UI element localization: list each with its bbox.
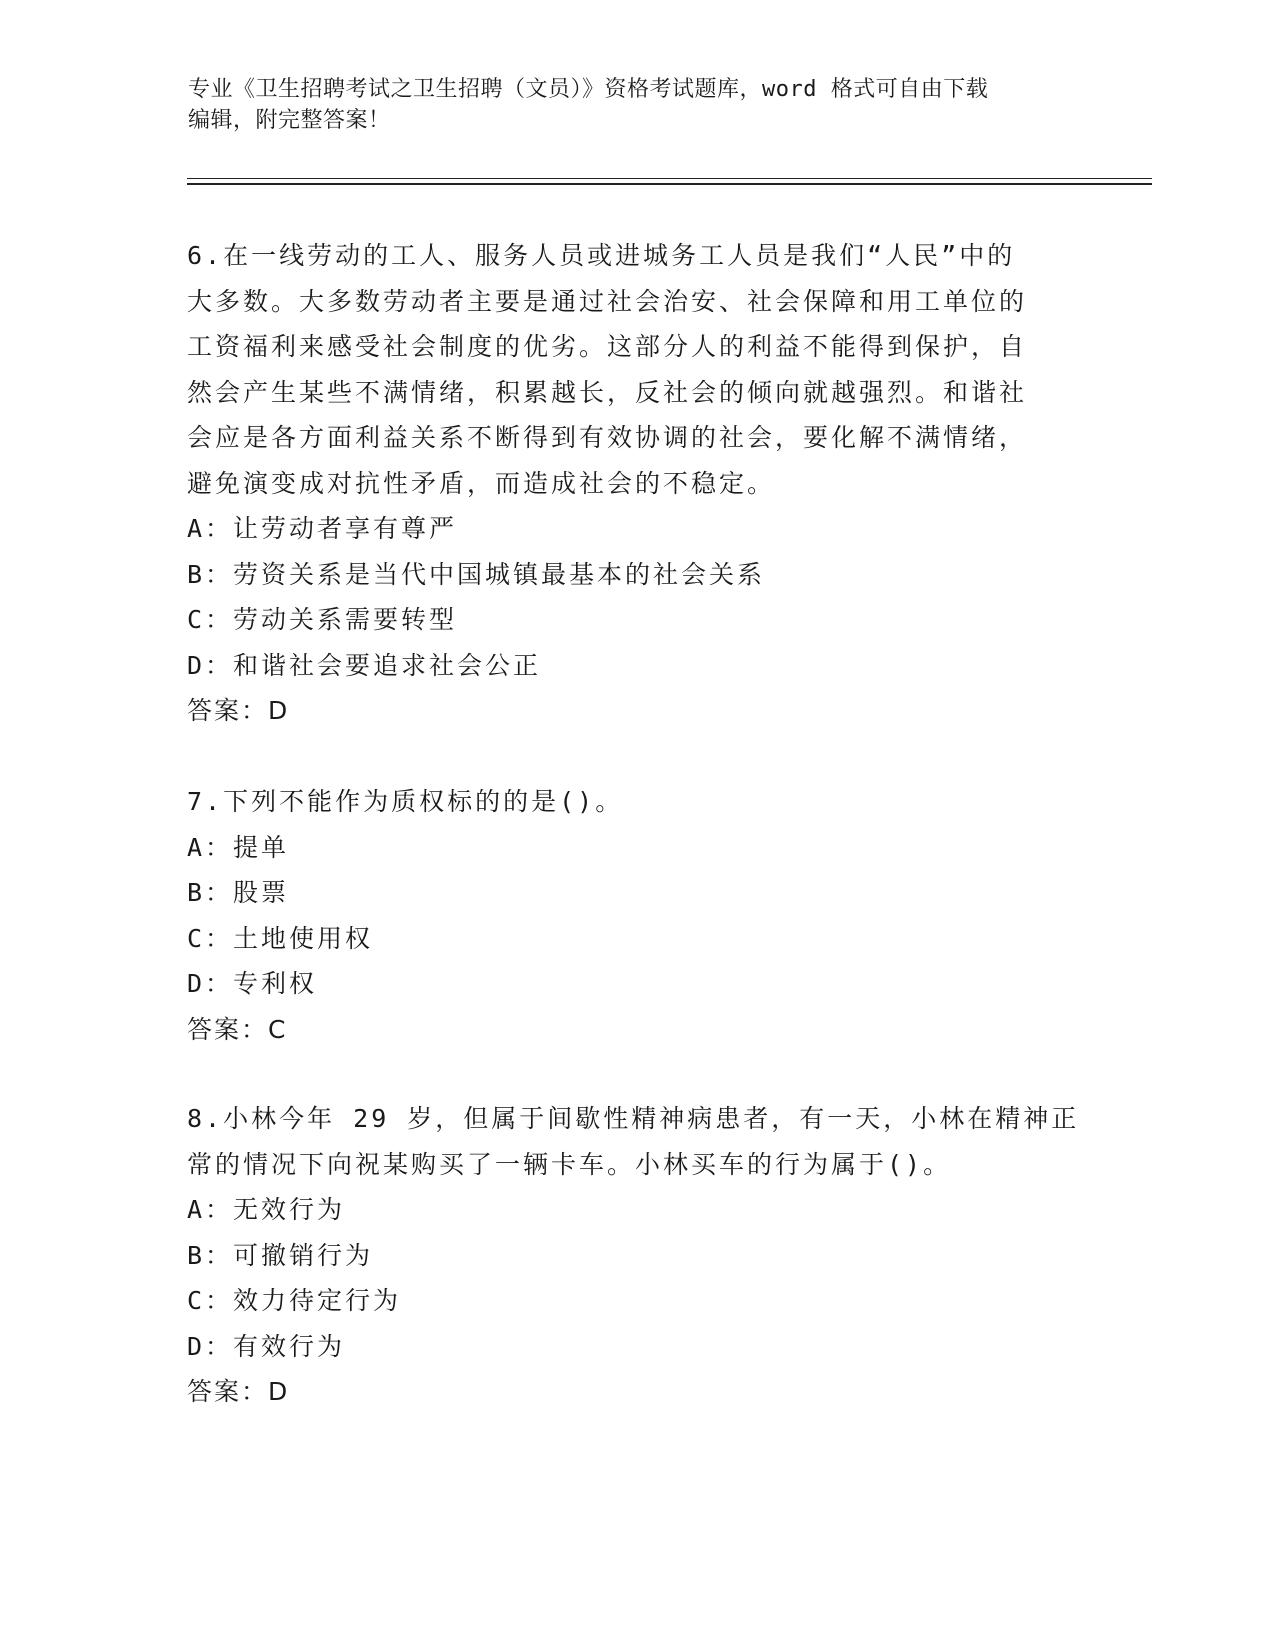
header-divider-thick (187, 183, 1152, 185)
option-b: B：股票 (187, 878, 290, 907)
answer: 答案：D (187, 1377, 290, 1406)
answer: 答案：D (187, 696, 290, 725)
option-b: B：可撤销行为 (187, 1240, 374, 1270)
option-d: D：专利权 (187, 969, 318, 998)
header-line-2: 编辑，附完整答案！ (188, 108, 391, 133)
document-header (188, 74, 1088, 136)
option-b: B：劳资关系是当代中国城镇最基本的社会关系 (187, 559, 766, 589)
option-c: C：效力待定行为 (187, 1286, 402, 1315)
question-6 (187, 233, 1087, 734)
header-line-1: 专业《卫生招聘考试之卫生招聘（文员）》资格考试题库，word 格式可自由下载 (188, 77, 989, 102)
option-c: C：土地使用权 (187, 923, 374, 953)
question-8 (187, 1096, 1087, 1415)
option-a: A：让劳动者享有尊严 (187, 514, 458, 543)
option-d: D：有效行为 (187, 1331, 346, 1361)
option-c: C：劳动关系需要转型 (187, 605, 458, 634)
question-stem-line: 然会产生某些不满情绪，积累越长，反社会的倾向就越强烈。和谐社 (187, 377, 1028, 407)
option-a: A：无效行为 (187, 1195, 346, 1224)
question-stem-line: 6.在一线劳动的工人、服务人员或进城务工人员是我们“人民”中的 (187, 241, 1016, 270)
question-stem-line: 避免演变成对抗性矛盾，而造成社会的不稳定。 (187, 468, 776, 498)
option-a: A：提单 (187, 832, 290, 862)
question-stem-line: 常的情况下向祝某购买了一辆卡车。小林买车的行为属于()。 (187, 1149, 952, 1179)
question-7 (187, 779, 1087, 1052)
option-d: D：和谐社会要追求社会公正 (187, 650, 542, 680)
question-stem-line: 工资福利来感受社会制度的优劣。这部分人的利益不能得到保护，自 (187, 332, 1028, 361)
answer: 答案：C (187, 1014, 288, 1044)
question-stem-line: 会应是各方面利益关系不断得到有效协调的社会，要化解不满情绪， (187, 423, 1028, 452)
question-stem-line: 8.小林今年 29 岁，但属于间歇性精神病患者，有一天，小林在精神正 (187, 1104, 1080, 1133)
header-divider-thin (187, 178, 1152, 179)
question-stem-line: 大多数。大多数劳动者主要是通过社会治安、社会保障和用工单位的 (187, 286, 1028, 316)
question-stem-line: 7.下列不能作为质权标的的是()。 (187, 787, 624, 816)
